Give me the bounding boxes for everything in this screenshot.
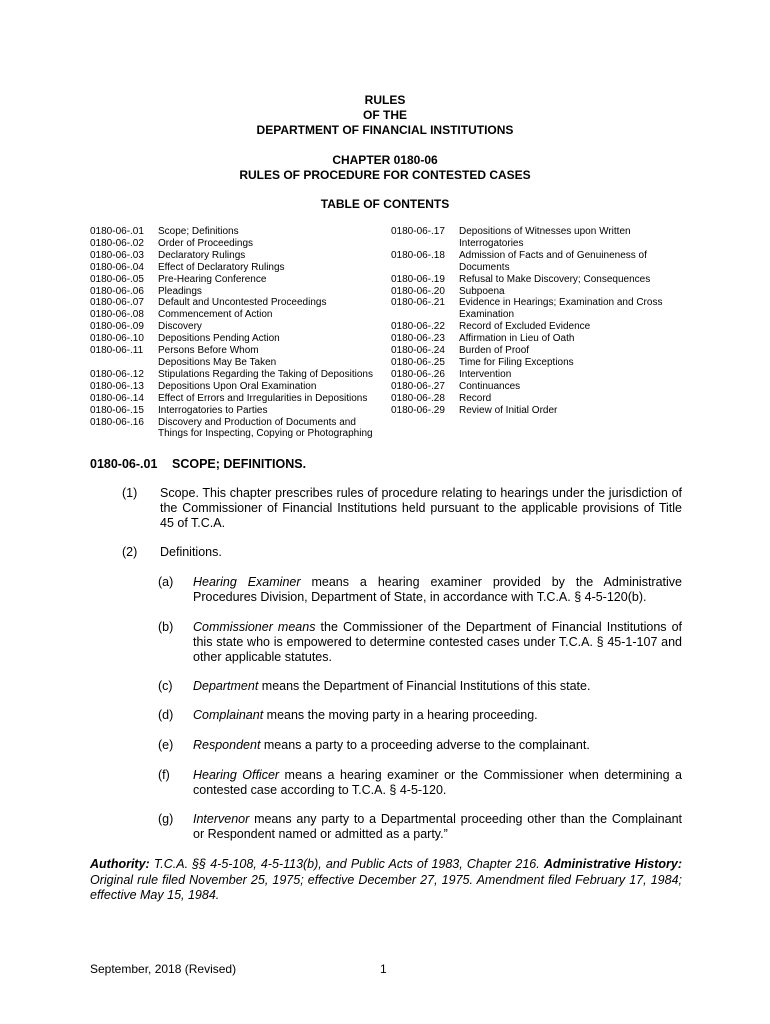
- page-number: 1: [380, 962, 387, 976]
- paragraph-marker: (2): [122, 545, 138, 559]
- header-rules: RULES: [364, 93, 406, 107]
- toc-entry: [90, 274, 390, 286]
- authority-text: T.C.A. §§ 4-5-108, 4-5-113(b), and Public Acts of 1983, Chapter 216.: [149, 857, 544, 871]
- toc-entry-title: Declaratory Rulings: [158, 249, 246, 261]
- definition-marker: (e): [158, 738, 174, 752]
- definition-text: the Commissioner of the Department of Financial Institutions of this state who is empowered to determine contested cases under T.C.A. § 45-1-107 and other applicable statutes.: [193, 620, 683, 665]
- toc-entry-title: Default and Uncontested Proceedings: [158, 297, 327, 309]
- toc-entry: [391, 369, 691, 381]
- toc-entry-title: Burden of Proof: [459, 345, 530, 357]
- toc-right-column: [391, 226, 691, 417]
- toc-entry-number: 0180-06-.24: [391, 345, 445, 357]
- definition-text: means any party to a Departmental proceeding other than the Complainant or Respondent named or admitted as a party.”: [193, 812, 682, 842]
- toc-entry-number: 0180-06-.18: [391, 249, 445, 261]
- toc-entry-number: 0180-06-.16: [90, 416, 144, 428]
- toc-entry-title: Scope; Definitions: [158, 226, 239, 237]
- toc-entry-title: Record of Excluded Evidence: [459, 321, 591, 333]
- toc-entry: [391, 393, 691, 405]
- toc-entry: [90, 393, 390, 405]
- toc-entry-number: 0180-06-.15: [90, 404, 144, 416]
- toc-entry-number: 0180-06-.26: [391, 368, 445, 380]
- authority-history: [90, 857, 682, 904]
- toc-entry-title: Record: [459, 392, 492, 404]
- toc-entry: [90, 309, 390, 321]
- toc-entry: [391, 405, 691, 417]
- definition-term: Hearing Examiner: [193, 575, 301, 589]
- toc-entry-number: 0180-06-.17: [391, 226, 445, 237]
- authority-label: Authority:: [90, 857, 150, 871]
- toc-entry-title: Continuances: [459, 380, 521, 392]
- toc-entry-title: Pleadings: [158, 285, 202, 297]
- toc-entry: [90, 250, 390, 262]
- toc-entry-number: 0180-06-.13: [90, 380, 144, 392]
- toc-entry-title: Interrogatories to Parties: [158, 404, 268, 416]
- header-department: DEPARTMENT OF FINANCIAL INSTITUTIONS: [256, 123, 514, 137]
- toc-entry-number: 0180-06-.23: [391, 333, 445, 345]
- definition-marker: (f): [158, 768, 170, 782]
- definition-marker: (b): [158, 620, 174, 634]
- toc-entry-title: Time for Filing Exceptions: [459, 356, 574, 368]
- definition-text: means a hearing examiner or the Commissioner when determining a contested case according to T.C.A. § 4-5-120.: [193, 768, 683, 798]
- definition-term: Complainant: [193, 708, 264, 722]
- toc-entry-number: 0180-06-.21: [391, 297, 445, 309]
- toc-entry-number: 0180-06-.02: [90, 237, 144, 249]
- definition-item: [158, 679, 682, 694]
- toc-entry-title: Depositions Pending Action: [158, 333, 280, 345]
- paragraph-definitions: [122, 545, 682, 560]
- header-of-the: OF THE: [363, 108, 407, 122]
- toc-entry-title: Order of Proceedings: [158, 237, 254, 249]
- chapter-number: CHAPTER 0180-06: [332, 153, 438, 167]
- toc-entry: [391, 381, 691, 393]
- toc-left-column: [90, 226, 390, 440]
- toc-entry-number: 0180-06-.03: [90, 249, 144, 261]
- toc-entry-number: 0180-06-.25: [391, 356, 445, 368]
- toc-entry-number: 0180-06-.28: [391, 392, 445, 404]
- toc-entry-number: 0180-06-.05: [90, 273, 144, 285]
- definition-item: [158, 768, 682, 798]
- toc-entry-number: 0180-06-.20: [391, 285, 445, 297]
- toc-entry: [90, 238, 390, 250]
- history-text: Original rule filed November 25, 1975; effective December 27, 1975. Amendment filed February 17, 1984; effective May 15, 1984.: [90, 872, 682, 902]
- toc-entry-number: 0180-06-.27: [391, 380, 445, 392]
- paragraph-marker: (1): [122, 486, 138, 500]
- definition-item: [158, 812, 682, 842]
- toc-entry: [90, 286, 390, 298]
- paragraph-text: Scope. This chapter prescribes rules of procedure relating to hearings under the jurisdiction of the Commissioner of Financial Institutions held pursuant to the applicable provisions of Title 45 of T.C.A.: [160, 486, 682, 531]
- toc-entry: [90, 321, 390, 333]
- toc-entry-number: 0180-06-.01: [90, 226, 144, 237]
- toc-entry: [391, 250, 691, 274]
- section-heading: [90, 457, 306, 471]
- toc-entry-number: 0180-06-.07: [90, 297, 144, 309]
- history-label: Administrative History:: [543, 857, 682, 871]
- toc-entry-title: Discovery and Production of Documents and Things for Inspecting, Copying or Photographing: [158, 416, 373, 440]
- definition-text: means a party to a proceeding adverse to the complainant.: [260, 738, 590, 752]
- definition-term: Intervenor: [193, 812, 250, 826]
- definition-item: [158, 708, 682, 723]
- toc-entry-number: 0180-06-.04: [90, 261, 144, 273]
- toc-entry-number: 0180-06-.12: [90, 368, 144, 380]
- definition-marker: (a): [158, 575, 174, 589]
- toc-entry-number: 0180-06-.08: [90, 309, 144, 321]
- toc-entry: [90, 381, 390, 393]
- definition-marker: (d): [158, 708, 174, 722]
- toc-entry: [391, 333, 691, 345]
- toc-entry: [90, 262, 390, 274]
- toc-entry: [391, 357, 691, 369]
- toc-entry-number: 0180-06-.09: [90, 321, 144, 333]
- toc-entry-number: 0180-06-.19: [391, 273, 445, 285]
- toc-entry: [90, 226, 390, 238]
- toc-entry-title: Evidence in Hearings; Examination and Cross Examination: [459, 297, 663, 321]
- toc-entry-number: 0180-06-.14: [90, 392, 144, 404]
- toc-entry-number: 0180-06-.06: [90, 285, 144, 297]
- toc-entry-number: 0180-06-.11: [90, 345, 144, 357]
- toc-entry: [90, 417, 390, 441]
- toc-entry-title: Stipulations Regarding the Taking of Depositions: [158, 368, 373, 380]
- footer-date: September, 2018 (Revised): [90, 962, 237, 976]
- toc-entry: [391, 226, 691, 250]
- definition-marker: (g): [158, 812, 174, 826]
- toc-entry-number: 0180-06-.10: [90, 333, 144, 345]
- definition-term: Commissioner means: [193, 620, 316, 634]
- toc-entry-title: Subpoena: [459, 285, 505, 297]
- toc-entry-title: Discovery: [158, 321, 202, 333]
- definition-item: [158, 738, 682, 753]
- toc-entry-title: Depositions Upon Oral Examination: [158, 380, 317, 392]
- definition-term: Respondent: [193, 738, 261, 752]
- toc-entry-title: Persons Before Whom Depositions May Be Taken: [158, 345, 277, 368]
- toc-entry: [391, 321, 691, 333]
- definition-text: means a hearing examiner provided by the Administrative Procedures Division, Department of State, in accordance with T.C.A. § 4-5-120(b).: [193, 575, 682, 605]
- toc-entry-number: 0180-06-.29: [391, 404, 445, 416]
- definition-text: means the Department of Financial Institutions of this state.: [258, 679, 591, 693]
- toc-entry: [391, 297, 691, 321]
- definition-term: Hearing Officer: [193, 768, 280, 782]
- toc-entry-title: Effect of Errors and Irregularities in Depositions: [158, 392, 368, 404]
- toc-entry: [90, 333, 390, 345]
- paragraph-scope: [122, 486, 682, 532]
- definition-text: means the moving party in a hearing proceeding.: [263, 708, 538, 722]
- toc-heading: TABLE OF CONTENTS: [320, 197, 450, 211]
- toc-entry-title: Commencement of Action: [158, 309, 273, 321]
- paragraph-text: Definitions.: [160, 545, 222, 559]
- chapter-title: RULES OF PROCEDURE FOR CONTESTED CASES: [239, 168, 531, 182]
- toc-entry-number: 0180-06-.22: [391, 321, 445, 333]
- definition-item: [158, 620, 682, 666]
- toc-entry: [391, 286, 691, 298]
- definition-item: [158, 575, 682, 605]
- toc-entry: [391, 274, 691, 286]
- toc-entry: [90, 405, 390, 417]
- toc-entry-title: Refusal to Make Discovery; Consequences: [459, 273, 651, 285]
- toc-entry-title: Intervention: [459, 368, 512, 380]
- toc-entry: [391, 345, 691, 357]
- toc-entry-title: Depositions of Witnesses upon Written Interrogatories: [459, 226, 631, 249]
- section-number: 0180-06-.01: [90, 457, 158, 471]
- toc-entry-title: Review of Initial Order: [459, 404, 558, 416]
- toc-entry: [90, 297, 390, 309]
- toc-entry-title: Pre-Hearing Conference: [158, 273, 267, 285]
- definition-marker: (c): [158, 679, 173, 693]
- definition-term: Department: [193, 679, 259, 693]
- toc-entry-title: Effect of Declaratory Rulings: [158, 261, 285, 273]
- toc-entry-title: Affirmation in Lieu of Oath: [459, 333, 575, 345]
- section-title: SCOPE; DEFINITIONS.: [172, 457, 307, 471]
- toc-entry: [90, 345, 390, 369]
- toc-entry: [90, 369, 390, 381]
- toc-entry-title: Admission of Facts and of Genuineness of Documents: [459, 249, 647, 273]
